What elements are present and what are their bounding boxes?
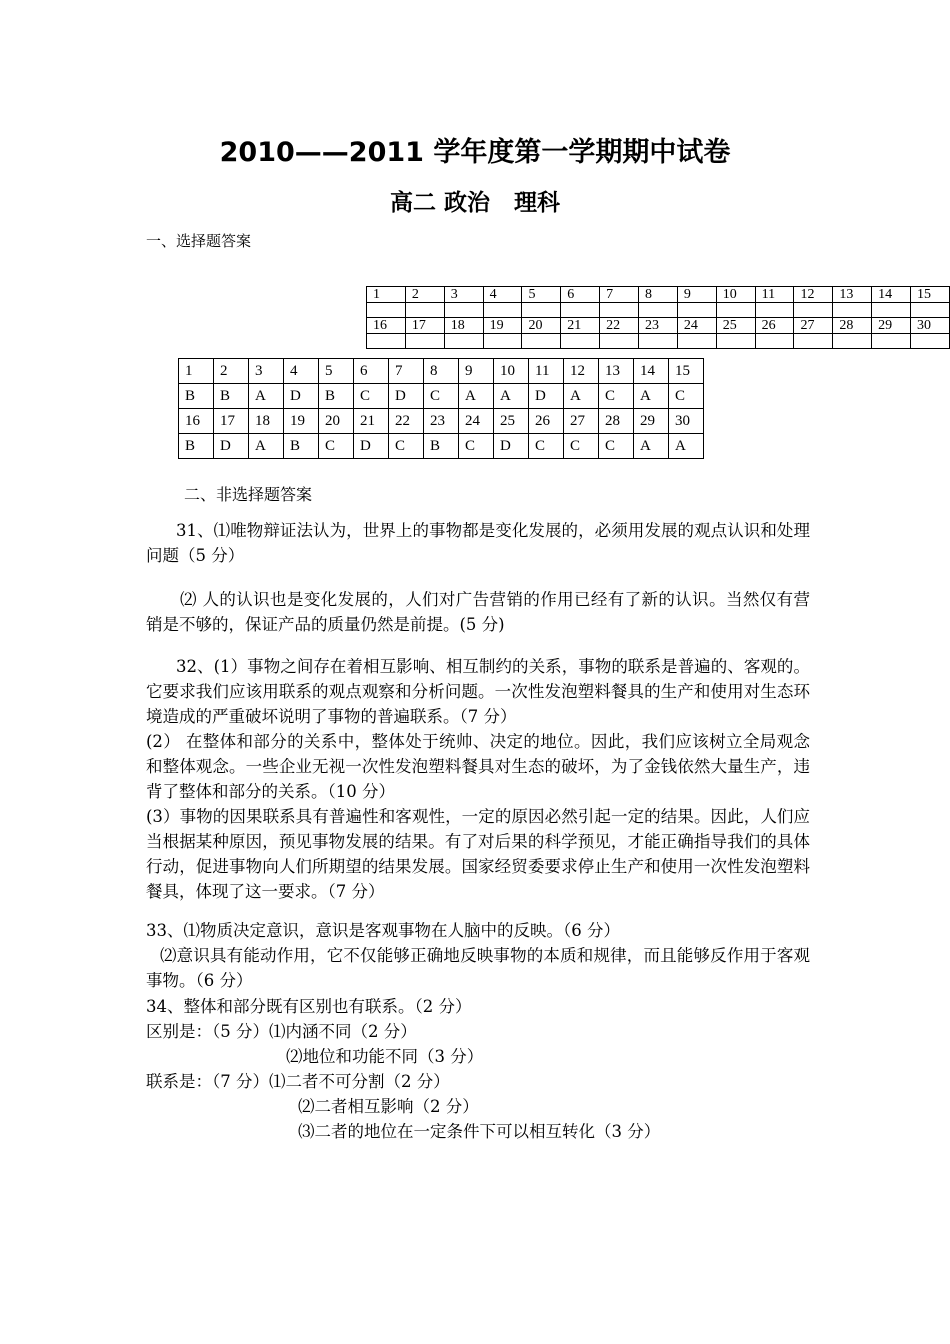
table-cell: 17 — [214, 409, 249, 434]
table-cell: 29 — [872, 318, 911, 334]
page-subtitle: 高二 政治 理科 — [389, 190, 561, 216]
table-cell: 18 — [249, 409, 284, 434]
table-cell: B — [214, 384, 249, 409]
table-cell: C — [459, 434, 494, 459]
table-cell: C — [564, 434, 599, 459]
table-cell: 28 — [599, 409, 634, 434]
table-cell — [833, 303, 872, 318]
table-cell: C — [599, 384, 634, 409]
table-cell: A — [249, 384, 284, 409]
table-cell — [405, 334, 444, 349]
blank-answer-grid — [366, 286, 950, 349]
table-cell: 15 — [911, 287, 950, 303]
table-cell: 21 — [354, 409, 389, 434]
table-cell: 11 — [529, 359, 564, 384]
table-cell — [794, 303, 833, 318]
table-cell: D — [354, 434, 389, 459]
table-cell: 8 — [639, 287, 678, 303]
table-cell — [872, 334, 911, 349]
table-cell — [600, 334, 639, 349]
table-cell: 17 — [405, 318, 444, 334]
table-cell — [639, 334, 678, 349]
table-cell: A — [634, 384, 669, 409]
table-cell: 20 — [319, 409, 354, 434]
answer-32-part1: 32、(1）事物之间存在着相互影响、相互制约的关系，事物的联系是普遍的、客观的。它要求我们应该用联系的观点观察和分析问题。一次性发泡塑料餐具的生产和使用对生态环境造成的严重破坏说明了事物的普遍联系。（7 分） — [146, 657, 810, 726]
table-cell: 23 — [424, 409, 459, 434]
table-cell — [794, 334, 833, 349]
table-cell: 13 — [833, 287, 872, 303]
table-cell: 12 — [794, 287, 833, 303]
table-cell: 5 — [522, 287, 561, 303]
table-cell — [522, 303, 561, 318]
table-cell: C — [389, 434, 424, 459]
table-cell — [405, 303, 444, 318]
table-row — [367, 287, 950, 303]
table-cell: 7 — [600, 287, 639, 303]
table-cell: 2 — [405, 287, 444, 303]
table-cell: 19 — [483, 318, 522, 334]
table-cell: 24 — [459, 409, 494, 434]
table-cell: 20 — [522, 318, 561, 334]
table-cell: 22 — [389, 409, 424, 434]
table-cell — [444, 334, 483, 349]
table-cell: 3 — [249, 359, 284, 384]
table-cell: C — [669, 384, 704, 409]
table-cell: B — [179, 384, 214, 409]
table-cell: C — [424, 384, 459, 409]
table-row — [179, 434, 704, 459]
table-cell: 12 — [564, 359, 599, 384]
table-cell — [639, 303, 678, 318]
table-cell: 16 — [179, 409, 214, 434]
table-cell: A — [459, 384, 494, 409]
table-cell: 18 — [444, 318, 483, 334]
table-cell: 7 — [389, 359, 424, 384]
table-cell: 11 — [755, 287, 794, 303]
table-cell: 2 — [214, 359, 249, 384]
table-cell — [444, 303, 483, 318]
table-cell: A — [669, 434, 704, 459]
table-cell: A — [249, 434, 284, 459]
table-cell: 4 — [483, 287, 522, 303]
table-cell: 1 — [179, 359, 214, 384]
table-cell: 5 — [319, 359, 354, 384]
table-cell: 9 — [459, 359, 494, 384]
table-cell — [755, 334, 794, 349]
answer-31-part2: ⑵ 人的认识也是变化发展的，人们对广告营销的作用已经有了新的认识。当然仅有营销是不够的，保证产品的质量仍然是前提。(5 分) — [146, 590, 810, 634]
table-cell: 26 — [529, 409, 564, 434]
table-cell — [716, 334, 755, 349]
table-cell: 30 — [669, 409, 704, 434]
table-cell: 25 — [494, 409, 529, 434]
table-cell: 29 — [634, 409, 669, 434]
table-row — [367, 303, 950, 318]
table-cell — [522, 334, 561, 349]
table-cell: D — [529, 384, 564, 409]
table-row — [179, 409, 704, 434]
table-cell: C — [354, 384, 389, 409]
table-cell: D — [389, 384, 424, 409]
answer-34-connection-2: ⑵二者相互影响（2 分） — [298, 1097, 479, 1116]
table-cell: 14 — [872, 287, 911, 303]
table-row — [367, 334, 950, 349]
table-cell: 15 — [669, 359, 704, 384]
table-cell: D — [284, 384, 319, 409]
table-row — [179, 384, 704, 409]
answer-34-connection-3: ⑶二者的地位在一定条件下可以相互转化（3 分） — [298, 1122, 661, 1141]
table-row — [179, 359, 704, 384]
table-cell: 28 — [833, 318, 872, 334]
table-cell: B — [284, 434, 319, 459]
table-cell — [911, 334, 950, 349]
table-cell: A — [494, 384, 529, 409]
table-cell: 6 — [561, 287, 600, 303]
table-cell: 10 — [716, 287, 755, 303]
table-cell: 25 — [716, 318, 755, 334]
table-cell — [367, 303, 406, 318]
table-cell — [561, 334, 600, 349]
section-nonchoice-heading: 二、非选择题答案 — [184, 485, 313, 504]
table-cell — [911, 303, 950, 318]
table-cell: 27 — [794, 318, 833, 334]
table-cell: 26 — [755, 318, 794, 334]
table-cell: B — [179, 434, 214, 459]
table-cell — [367, 334, 406, 349]
answer-33-part2: ⑵意识具有能动作用，它不仅能够正确地反映事物的本质和规律，而且能够反作用于客观事物。（6 分） — [146, 946, 810, 990]
answer-32-part3: (3）事物的因果联系具有普遍性和客观性，一定的原因必然引起一定的结果。因此，人们应当根据某种原因，预见事物发展的结果。有了对后果的科学预见，才能正确指导我们的具体行动，促进事物向人们所期望的结果发展。国家经贸委要求停止生产和使用一次性发泡塑料餐具，体现了这一要求。（7 分） — [146, 807, 810, 901]
table-cell: B — [424, 434, 459, 459]
answer-34-intro: 34、整体和部分既有区别也有联系。（2 分） — [146, 997, 472, 1016]
table-cell: 13 — [599, 359, 634, 384]
table-cell — [677, 303, 716, 318]
table-cell: 9 — [677, 287, 716, 303]
table-cell: 27 — [564, 409, 599, 434]
table-cell: D — [214, 434, 249, 459]
table-cell — [600, 303, 639, 318]
answer-34-difference: 区别是：（5 分）⑴内涵不同（2 分） — [146, 1022, 417, 1041]
answer-34-difference-2: ⑵地位和功能不同（3 分） — [286, 1047, 484, 1066]
section-choice-heading: 一、选择题答案 — [146, 232, 252, 250]
table-cell: 1 — [367, 287, 406, 303]
table-cell: 30 — [911, 318, 950, 334]
answer-34-connection: 联系是：（7 分）⑴二者不可分割（2 分） — [146, 1072, 450, 1091]
table-cell: D — [494, 434, 529, 459]
table-cell — [755, 303, 794, 318]
table-cell — [833, 334, 872, 349]
table-cell — [716, 303, 755, 318]
table-cell: 4 — [284, 359, 319, 384]
table-cell: 19 — [284, 409, 319, 434]
table-cell: 8 — [424, 359, 459, 384]
table-cell — [677, 334, 716, 349]
table-cell: 6 — [354, 359, 389, 384]
table-cell: C — [319, 434, 354, 459]
answer-key-grid — [178, 358, 704, 459]
table-cell: 24 — [677, 318, 716, 334]
table-cell: C — [599, 434, 634, 459]
table-row — [367, 318, 950, 334]
table-cell: 14 — [634, 359, 669, 384]
table-cell: 22 — [600, 318, 639, 334]
table-cell: B — [319, 384, 354, 409]
table-cell: 21 — [561, 318, 600, 334]
table-cell: 16 — [367, 318, 406, 334]
table-cell: A — [564, 384, 599, 409]
table-cell — [561, 303, 600, 318]
table-cell — [872, 303, 911, 318]
table-cell: A — [634, 434, 669, 459]
table-cell: 3 — [444, 287, 483, 303]
answer-31-part1: 31、⑴唯物辩证法认为，世界上的事物都是变化发展的，必须用发展的观点认识和处理问题（5 分） — [146, 521, 810, 565]
page-title: 2010——2011 学年度第一学期期中试卷 — [219, 137, 731, 168]
table-cell: C — [529, 434, 564, 459]
table-cell: 10 — [494, 359, 529, 384]
answer-32-part2: (2） 在整体和部分的关系中，整体处于统帅、决定的地位。因此，我们应该树立全局观念和整体观念。一些企业无视一次性发泡塑料餐具对生态的破坏，为了金钱依然大量生产，违背了整体和部分的关系。（10 分） — [146, 732, 810, 801]
answer-33-part1: 33、⑴物质决定意识，意识是客观事物在人脑中的反映。（6 分） — [146, 921, 620, 940]
table-cell — [483, 334, 522, 349]
table-cell — [483, 303, 522, 318]
table-cell: 23 — [639, 318, 678, 334]
